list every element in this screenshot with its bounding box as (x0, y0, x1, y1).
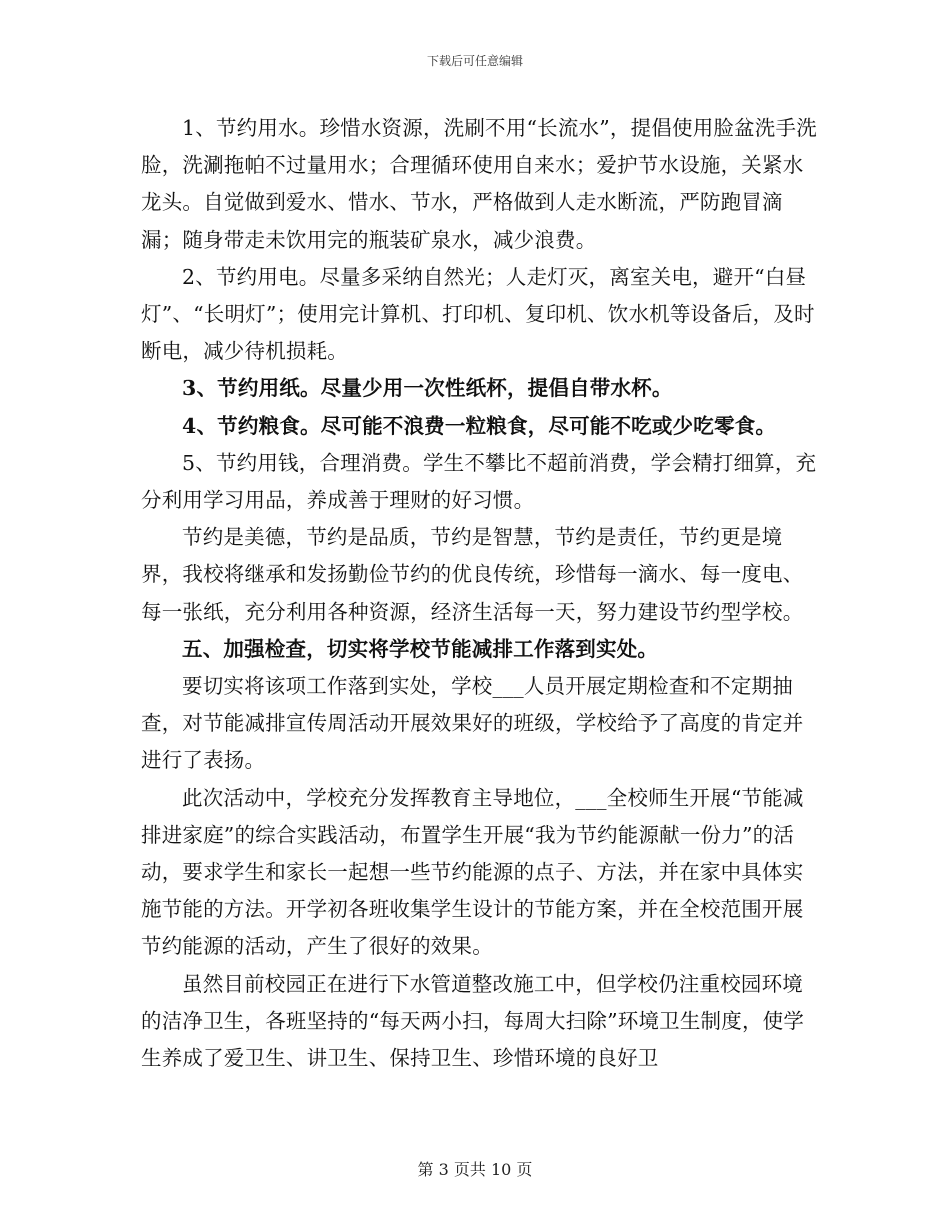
document-body (141, 110, 821, 1077)
paragraph-inspection: 要切实将该项工作落到实处，学校___人员开展定期检查和不定期抽查，对节能减排宣传周活动开展效果好的班级，学校给予了高度的肯定并进行了表扬。 (141, 674, 804, 773)
paragraph-frugality: 节约是美德，节约是品质，节约是智慧，节约是责任，节约更是境界，我校将继承和发扬勤俭节约的优良传统，珍惜每一滴水、每一度电、每一张纸，充分利用各种资源，经济生活每一天，努力建设节约型学校。 (141, 525, 804, 624)
paragraph-money: 5、节约用钱，合理消费。学生不攀比不超前消费，学会精打细算，充分利用学习用品，养成善于理财的好习惯。 (141, 450, 817, 513)
paragraph-electricity: 2、节约用电。尽量多采纳自然光；人走灯灭，离室关电，避开“白昼灯”、“长明灯”；使用完计算机、打印机、复印机、饮水机等设备后，及时断电，减少待机损耗。 (141, 264, 815, 364)
paragraph-water: 1、节约用水。珍惜水资源，洗刷不用“长流水”，提倡使用脸盆洗手洗脸，洗涮拖帕不过量用水；合理循环使用自来水；爱护节水设施，关紧水龙头。自觉做到爱水、惜水、节水，严格做到人走水断流，严防跑冒滴漏；随身带走未饮用完的瓶装矿泉水，减少浪费。 (141, 116, 817, 252)
paragraph-activity: 此次活动中，学校充分发挥教育主导地位，___全校师生开展“节能减排进家庭”的综合实践活动，布置学生开展“我为节约能源献一份力”的活动，要求学生和家长一起想一些节约能源的点子、方法，并在家中具体实施节能的方法。开学初各班收集学生设计的节能方案，并在全校范围开展节约能源的活动，产生了很好的效果。 (141, 785, 804, 959)
page-footer: 第 3 页共 10 页 (417, 1160, 533, 1179)
section-heading-inspection: 五、加强检查，切实将学校节能减排工作落到实处。 (182, 636, 659, 661)
page-header: 下载后可任意编辑 (426, 54, 523, 68)
paragraph-campus-hygiene: 虽然目前校园正在进行下水管道整改施工中，但学校仍注重校园环境的洁净卫生，各班坚持的“每天两小扫，每周大扫除”环境卫生制度，使学生养成了爱卫生、讲卫生、保持卫生、珍惜环境的良好卫 (141, 971, 805, 1071)
paragraph-paper: 3、节约用纸。尽量少用一次性纸杯，提倡自带水杯。 (182, 376, 673, 401)
paragraph-food: 4、节约粮食。尽可能不浪费一粒粮食，尽可能不吃或少吃零食。 (182, 413, 777, 438)
